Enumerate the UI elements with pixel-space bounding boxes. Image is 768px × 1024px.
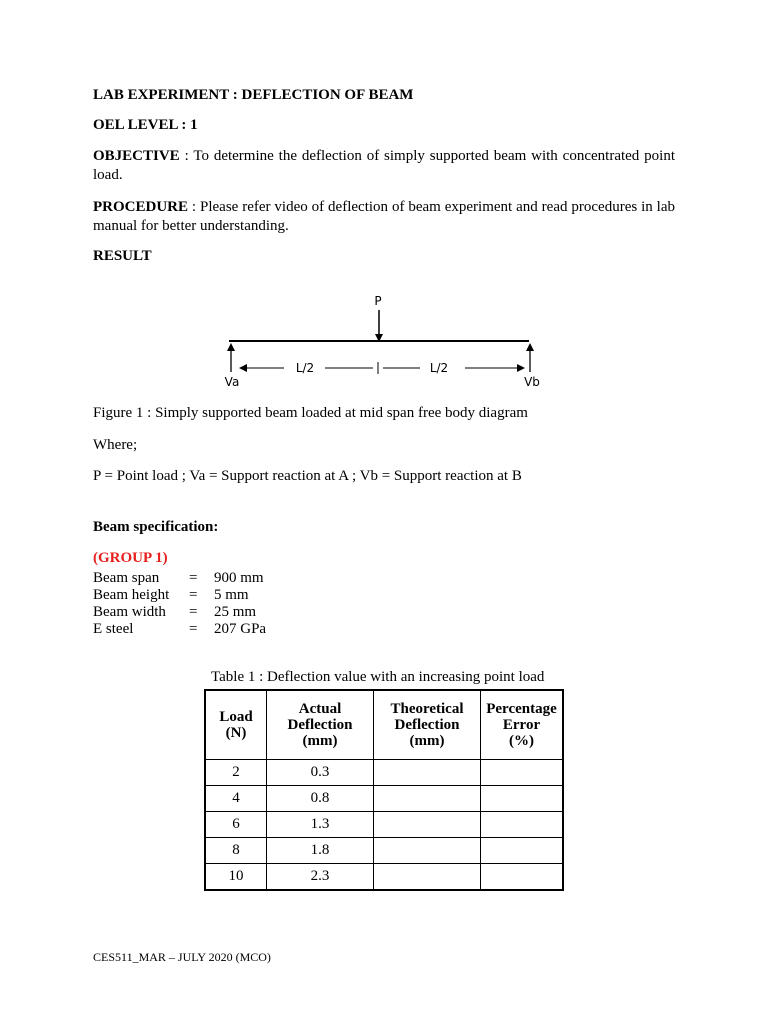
cell-percentage-error — [481, 760, 564, 786]
spec-value: 900 mm — [214, 570, 264, 586]
procedure-paragraph — [93, 198, 675, 236]
header-text: Actual — [298, 701, 342, 717]
result-heading: RESULT — [93, 248, 152, 264]
cell-theoretical-deflection — [374, 760, 481, 786]
table-row — [205, 786, 563, 812]
header-text: (%) — [509, 733, 534, 749]
cell-theoretical-deflection — [374, 838, 481, 864]
half-span-left-label: L/2 — [295, 361, 315, 375]
table-header-row — [205, 690, 563, 760]
spec-value: 25 mm — [214, 604, 257, 620]
cell-percentage-error — [481, 786, 564, 812]
procedure-text: : Please refer video of deflection of beam experiment and read procedures in lab manual for better understanding. — [93, 199, 675, 234]
header-text: Deflection — [394, 717, 460, 733]
procedure-label: PROCEDURE — [93, 199, 189, 215]
support-right-label: Vb — [524, 375, 540, 389]
objective-text: : To determine the deflection of simply supported beam with concentrated point load. — [93, 148, 675, 183]
spec-name: E steel — [93, 621, 134, 637]
header-text: Load — [219, 709, 253, 725]
cell-load: 4 — [205, 786, 267, 812]
spec-equals: = — [189, 587, 198, 603]
spec-name: Beam span — [93, 570, 160, 586]
document-title: LAB EXPERIMENT : DEFLECTION OF BEAM — [93, 87, 414, 103]
table-row — [205, 838, 563, 864]
cell-theoretical-deflection — [374, 812, 481, 838]
table-row — [205, 812, 563, 838]
cell-theoretical-deflection — [374, 864, 481, 891]
header-text: Percentage — [486, 701, 557, 717]
cell-load: 2 — [205, 760, 267, 786]
header-text: (mm) — [409, 733, 445, 749]
cell-actual-deflection: 1.8 — [267, 838, 374, 864]
header-actual-deflection — [267, 690, 374, 760]
definitions-text: P = Point load ; Va = Support reaction at A ; Vb = Support reaction at B — [93, 468, 522, 484]
beam-spec-heading: Beam specification: — [93, 519, 219, 535]
cell-actual-deflection: 1.3 — [267, 812, 374, 838]
spec-value: 5 mm — [214, 587, 249, 603]
figure-caption: Figure 1 : Simply supported beam loaded at mid span free body diagram — [93, 405, 528, 421]
spec-value: 207 GPa — [214, 621, 267, 637]
header-percentage-error — [481, 690, 564, 760]
cell-load: 6 — [205, 812, 267, 838]
deflection-table — [204, 689, 564, 891]
spec-equals: = — [189, 604, 198, 620]
cell-percentage-error — [481, 838, 564, 864]
cell-actual-deflection: 2.3 — [267, 864, 374, 891]
header-text: (N) — [225, 725, 247, 741]
header-text: Deflection — [287, 717, 353, 733]
header-text: Error — [502, 717, 541, 733]
table-caption: Table 1 : Deflection value with an increasing point load — [211, 669, 545, 685]
spec-name: Beam width — [93, 604, 166, 620]
header-load — [205, 690, 267, 760]
cell-percentage-error — [481, 864, 564, 891]
objective-paragraph — [93, 147, 675, 185]
cell-percentage-error — [481, 812, 564, 838]
table-row — [205, 760, 563, 786]
load-label: P — [374, 294, 382, 308]
group-label: (GROUP 1) — [93, 550, 168, 566]
spec-name: Beam height — [93, 587, 170, 603]
header-text: Theoretical — [390, 701, 464, 717]
header-theoretical-deflection — [374, 690, 481, 760]
where-label: Where; — [93, 437, 138, 453]
objective-label: OBJECTIVE — [93, 148, 180, 164]
cell-actual-deflection: 0.8 — [267, 786, 374, 812]
beam-diagram — [218, 290, 548, 390]
oel-level: OEL LEVEL : 1 — [93, 117, 198, 133]
spec-equals: = — [189, 570, 198, 586]
cell-theoretical-deflection — [374, 786, 481, 812]
cell-load: 10 — [205, 864, 267, 891]
table-row — [205, 864, 563, 891]
spec-equals: = — [189, 621, 198, 637]
cell-actual-deflection: 0.3 — [267, 760, 374, 786]
header-text: (mm) — [302, 733, 338, 749]
cell-load: 8 — [205, 838, 267, 864]
half-span-right-label: L/2 — [429, 361, 449, 375]
page-footer: CES511_MAR – JULY 2020 (MCO) — [93, 950, 271, 964]
support-left-label: Va — [224, 375, 240, 389]
